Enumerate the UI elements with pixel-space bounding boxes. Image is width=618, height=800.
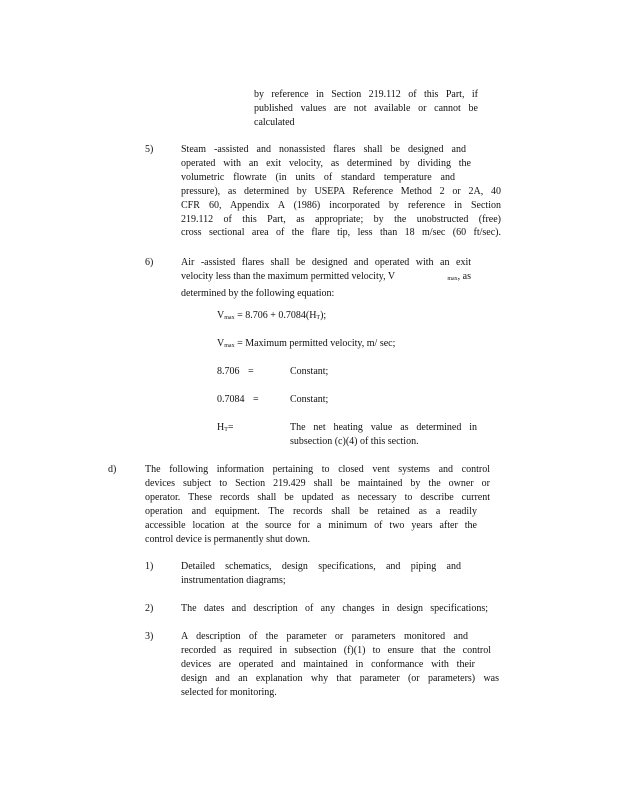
- text-line: operation and equipment. The records shall be retained as a readily: [145, 505, 477, 517]
- text-line: devices are operated and maintained in conformance with their: [181, 658, 475, 670]
- item-5-text: [181, 143, 501, 240]
- sub-item-1-text: [181, 560, 461, 588]
- item-6-text: [181, 256, 471, 301]
- item-6-label: 6): [145, 257, 154, 268]
- text-line: Steam -assisted and nonassisted flares shall be designed and: [181, 144, 466, 155]
- text-line: A description of the parameter or parameters monitored and: [181, 631, 468, 642]
- sub-item-2-label: 2): [145, 603, 154, 614]
- text-line: operated with an exit velocity, as determined by dividing the: [181, 157, 471, 169]
- definition-vmax: $V_{max}$ = Maximum permitted velocity, m/ sec;: [217, 338, 396, 349]
- text-line: Detailed schematics, design specifications, and piping and: [181, 561, 461, 572]
- text-line: recorded as required in subsection (f)(1) to ensure that the control: [181, 644, 491, 656]
- text-line: cross sectional area of the flare tip, less than 18 m/sec (60 ft/sec).: [181, 227, 501, 239]
- text-line: CFR 60, Appendix A (1986) incorporated by reference in Section: [181, 199, 501, 211]
- equation: $V_{max} = 8.706 + 0.7084(H_T)$;: [217, 310, 327, 321]
- sub-item-3-label: 3): [145, 631, 154, 642]
- text-line: 219.112 of this Part, as appropriate; by the unobstructed (free): [181, 213, 501, 225]
- sub-item-2-text: [181, 602, 488, 616]
- text-line: devices subject to Section 219.429 shall be maintained by the owner or: [145, 477, 490, 489]
- text-line: design and an explanation why that parameter (or parameters) was: [181, 672, 499, 684]
- text-line: [181, 270, 471, 287]
- item-d-text: [145, 463, 490, 546]
- text-fragment: velocity less than the maximum permitted velocity, V: [181, 270, 396, 282]
- text-line: by reference in Section 219.112 of this Part, if: [254, 89, 478, 100]
- text-line: determined by the following equation:: [181, 287, 335, 299]
- text-line: calculated: [254, 116, 295, 128]
- text-line: The dates and description of any changes in design specifications;: [181, 603, 488, 614]
- sub-item-1-label: 1): [145, 561, 154, 572]
- sub-item-3-text: [181, 630, 499, 700]
- text-line: pressure), as determined by USEPA Reference Method 2 or 2A, 40: [181, 185, 501, 197]
- definition-constant-2: 0.7084 = Constant;: [217, 394, 329, 405]
- item-d-label: d): [108, 464, 117, 475]
- text-line: selected for monitoring.: [181, 686, 277, 698]
- definition-ht: $H_T=$ The net heating value as determined in subsection (c)(4) of this section.: [217, 422, 477, 447]
- text-line: published values are not available or cannot be: [254, 102, 478, 114]
- item-5-label: 5): [145, 144, 154, 155]
- text-line: The following information pertaining to closed vent systems and control: [145, 464, 490, 475]
- top-fragment: [254, 88, 478, 130]
- text-line: instrumentation diagrams;: [181, 574, 286, 586]
- definition-constant-1: 8.706 = Constant;: [217, 366, 329, 377]
- text-fragment: $_{max}$, as: [447, 270, 471, 282]
- text-line: control device is permanently shut down.: [145, 533, 310, 545]
- text-line: volumetric flowrate (in units of standard temperature and: [181, 171, 455, 183]
- text-line: operator. These records shall be updated as necessary to describe current: [145, 491, 490, 503]
- text-line: Air -assisted flares shall be designed and operated with an exit: [181, 257, 471, 268]
- text-line: accessible location at the source for a minimum of two years after the: [145, 519, 477, 531]
